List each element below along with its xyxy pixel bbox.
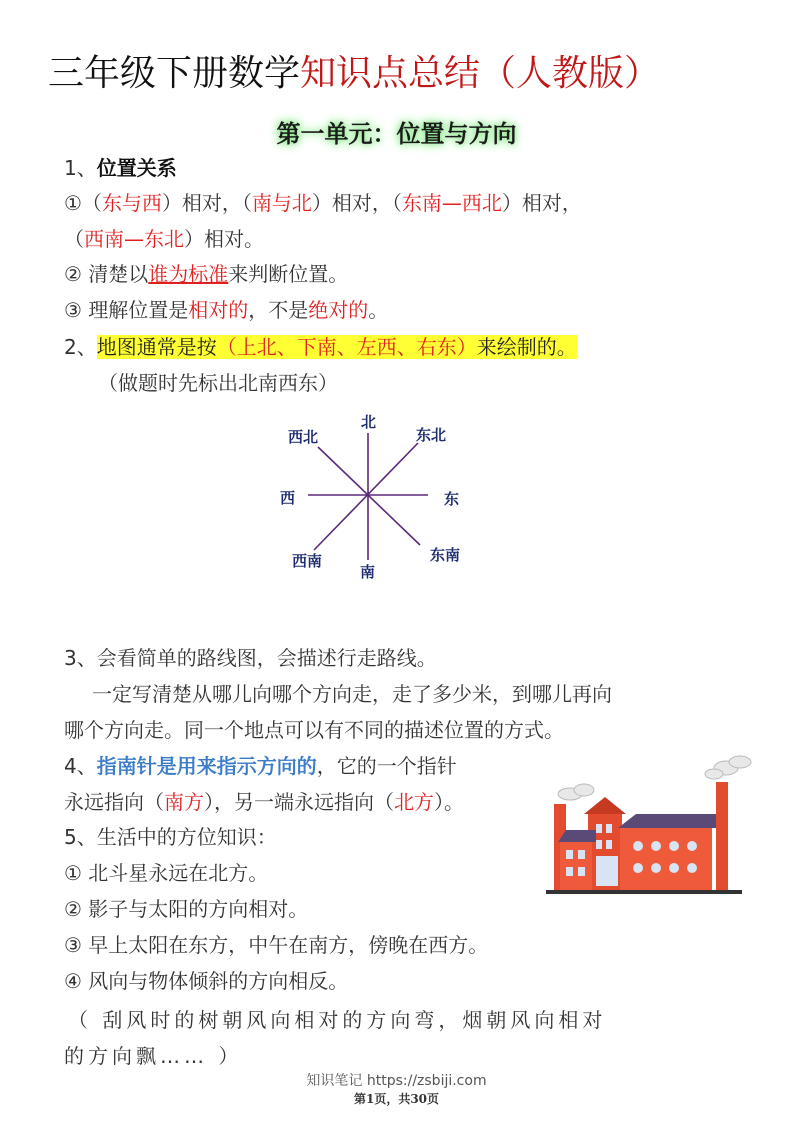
red-term: 东与西 [101, 191, 162, 215]
label-south: 南 [360, 563, 376, 581]
compass-diagram [270, 405, 480, 595]
text-run: ，它的一个指针 [316, 754, 457, 778]
red-term: （上北、下南、左西、右东） [216, 335, 477, 359]
text-run: ①（ [64, 191, 102, 215]
red-term: 西南—东北 [84, 227, 184, 251]
sec1-line3 [64, 260, 348, 288]
red-term: 相对的 [188, 298, 249, 322]
sec1-num: 1、 [64, 156, 97, 180]
highlighted-rule [97, 335, 577, 359]
red-term: 南与北 [251, 191, 312, 215]
text-run: ）相对， [501, 191, 582, 215]
sec5-note-line1: （ 刮风时的树朝风向相对的方向弯，烟朝风向相对 [68, 1008, 607, 1032]
title-part2: 知识点总结（人教版） [300, 53, 661, 94]
text-run: 永远指向（ [64, 790, 164, 814]
compass-lines [308, 433, 428, 560]
factory-illustration [540, 752, 760, 897]
text-run: ）。 [434, 790, 464, 814]
sec5-item-4: ④ 风向与物体倾斜的方向相反。 [64, 969, 349, 993]
red-term: 谁为标准 [148, 262, 229, 286]
document-title [48, 50, 660, 98]
text-run: 。 [368, 298, 389, 322]
sec1-heading [64, 154, 177, 182]
footer-site: 知识笔记 https://zsbiji.com [306, 1073, 487, 1089]
text-run: （ [64, 227, 84, 251]
red-term: 北方 [394, 790, 434, 814]
sec1-line1 [64, 189, 582, 217]
text-run: ）相对，（ [161, 191, 252, 215]
footer-page-number: 第1页，共30页 [353, 1092, 440, 1106]
sec5-item-2: ② 影子与太阳的方向相对。 [64, 897, 309, 921]
text-run: ③ 理解位置是 [64, 298, 189, 322]
sec3-paragraph-line1: 一定写清楚从哪儿向哪个方向走，走了多少米，到哪儿再向 [92, 682, 612, 706]
title-part1: 三年级下册数学 [48, 53, 301, 94]
text-run: 来判断位置。 [228, 262, 349, 286]
text-run: 地图通常是按 [96, 335, 217, 359]
label-west: 西 [280, 489, 296, 507]
sec5-heading: 5、生活中的方位知识： [64, 825, 277, 849]
label-southeast: 东南 [430, 546, 461, 564]
sec2-line [64, 333, 577, 361]
sec5-item-3: ③ 早上太阳在东方，中午在南方，傍晚在西方。 [64, 933, 489, 957]
text-run: ② 清楚以 [64, 262, 149, 286]
text-run: 来绘制的。 [476, 335, 577, 359]
red-term: 南方 [164, 790, 204, 814]
sec2-num: 2、 [64, 335, 97, 359]
unit-title: 第一单元：位置与方向 [276, 119, 517, 148]
sec3-paragraph-line2: 哪个方向走。同一个地点可以有不同的描述位置的方式。 [64, 718, 564, 742]
sec1-heading-text: 位置关系 [96, 156, 177, 180]
red-term: 绝对的 [308, 298, 369, 322]
sec5-item-1: ① 北斗星永远在北方。 [64, 861, 269, 885]
text-run: ）相对。 [184, 227, 264, 251]
text-run: ，不是 [248, 298, 309, 322]
sec5-note-line2: 的方向飘…… ） [64, 1044, 243, 1068]
label-east: 东 [444, 490, 460, 508]
text-run: ），另一端永远指向（ [204, 790, 394, 814]
blue-term: 指南针是用来指示方向的 [96, 754, 317, 778]
sec1-line4 [64, 296, 388, 324]
sec4-line2 [64, 788, 464, 816]
sec2-note: （做题时先标出北南西东） [98, 371, 338, 395]
label-southwest: 西南 [292, 552, 323, 570]
sec4-num: 4、 [64, 754, 97, 778]
sec4-line1 [64, 752, 457, 780]
label-north: 北 [361, 413, 377, 431]
text-run: ）相对，（ [311, 191, 402, 215]
label-northeast: 东北 [416, 426, 447, 444]
red-term: 东南—西北 [401, 191, 502, 215]
label-northwest: 西北 [288, 428, 319, 446]
sec3-line: 3、会看简单的路线图，会描述行走路线。 [64, 646, 437, 670]
sec1-line2 [64, 225, 264, 253]
